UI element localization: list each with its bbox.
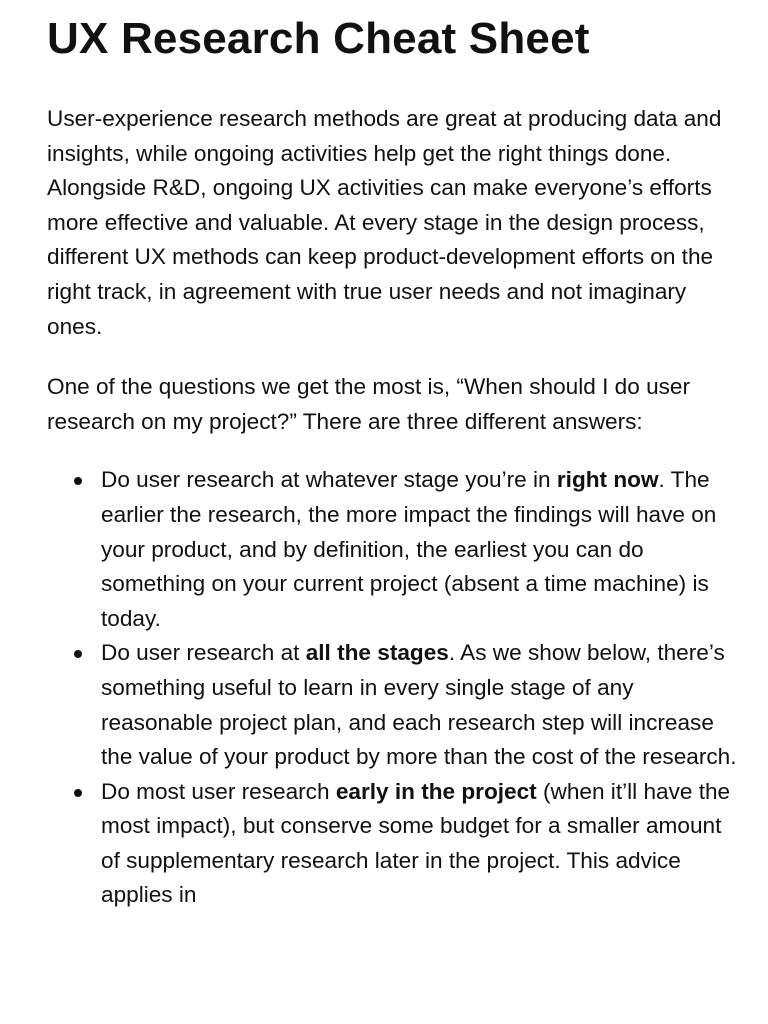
answer-text: Do user research at — [101, 640, 306, 666]
answer-text: . As we show below, there’s something useful to learn in every single stage of any reasonable project plan, and each research step will increase the value of your product by more than the cost of the research. — [101, 640, 737, 770]
question-paragraph: One of the questions we get the most is, “When should I do user research on my project?” There are three different answers: — [47, 374, 691, 434]
answer-emphasis: early in the project — [335, 778, 537, 804]
article — [47, 14, 737, 913]
answer-text: (when it’ll have the most impact), but conserve some budget for a smaller amount of supplementary research later in the project. This advice applies in — [101, 778, 731, 908]
answer-text: . The earlier the research, the more impact the findings will have on your product, and by definition, the earliest you can do something on your current project (absent a time machine) is today. — [101, 467, 717, 631]
list-item — [101, 463, 737, 636]
list-item — [101, 775, 737, 913]
answer-emphasis: right now — [556, 467, 659, 493]
bullet-icon — [74, 477, 82, 485]
answer-emphasis: all the stages — [305, 640, 449, 666]
bullet-icon — [74, 650, 82, 658]
list-item — [101, 636, 737, 774]
intro-paragraph: User-experience research methods are great at producing data and insights, while ongoing activities help get the right things done. Alongside R&D, ongoing UX activities can make everyone’s efforts more effective and valuable. At every stage in the design process, different UX methods can keep product-development efforts on the right track, in agreement with true user needs and not imaginary ones. — [47, 106, 722, 339]
answer-text: Do user research at whatever stage you’re in — [101, 467, 557, 493]
answer-text: Do most user research — [101, 778, 336, 804]
bullet-icon — [74, 789, 82, 797]
answers-list — [47, 463, 737, 913]
page-title: UX Research Cheat Sheet — [47, 14, 590, 63]
